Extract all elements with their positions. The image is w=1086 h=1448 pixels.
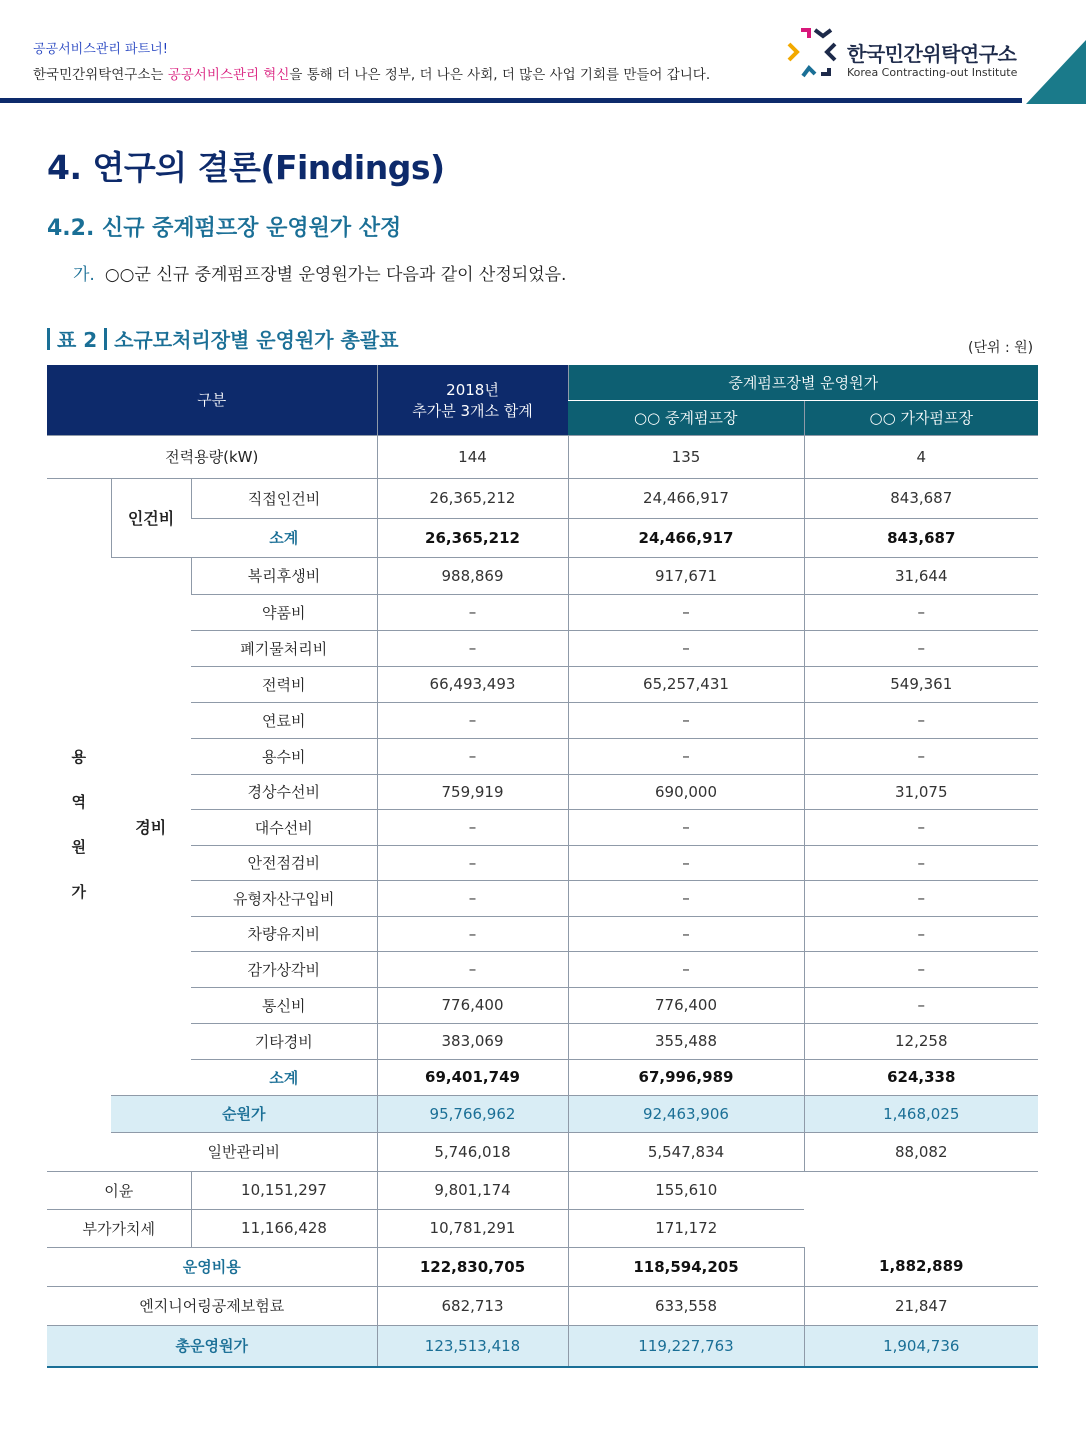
- row-label: 기타경비: [191, 1023, 377, 1059]
- table-title: 소규모처리장별 운영원가 총괄표: [114, 328, 399, 352]
- cell-value: 9,801,174: [377, 1171, 568, 1209]
- cell-value: –: [804, 594, 1038, 630]
- cell-value: 24,466,917: [568, 478, 804, 518]
- cell-value: 66,493,493: [377, 666, 568, 702]
- cell-value: –: [804, 630, 1038, 666]
- table-row: [47, 630, 1038, 666]
- cell-value: 690,000: [568, 774, 804, 809]
- table-row: [47, 557, 1038, 594]
- cell-value: –: [804, 951, 1038, 987]
- total-label: 총운영원가: [47, 1325, 377, 1367]
- header-total: [377, 365, 568, 435]
- caption-bar: [47, 328, 50, 350]
- cell-value: 776,400: [377, 987, 568, 1023]
- cell-value: 69,401,749: [377, 1059, 568, 1095]
- cell-value: –: [568, 630, 804, 666]
- cell-value: 10,151,297: [191, 1171, 377, 1209]
- power-label: 전력용량(kW): [47, 435, 377, 478]
- slogan-pre: 한국민간위탁연구소는: [33, 67, 168, 83]
- cell-value: 10,781,291: [377, 1209, 568, 1247]
- cell-value: 24,466,917: [568, 518, 804, 557]
- cell-value: –: [377, 702, 568, 738]
- table-row: [47, 594, 1038, 630]
- cell-value: 1,904,736: [804, 1325, 1038, 1367]
- institute-logo: [785, 26, 1025, 86]
- table-row: [47, 951, 1038, 987]
- cell-value: 88,082: [804, 1132, 1038, 1171]
- cell-value: –: [568, 845, 804, 880]
- cell-value: 155,610: [568, 1171, 804, 1209]
- cell-value: 988,869: [377, 557, 568, 594]
- table-row: [47, 518, 1038, 557]
- section-subtitle: 4.2. 신규 중계펌프장 운영원가 산정: [47, 216, 402, 241]
- cell-value: –: [568, 916, 804, 951]
- table-row: [47, 987, 1038, 1023]
- table-row: [47, 435, 1038, 478]
- cell-value: 1,468,025: [804, 1095, 1038, 1132]
- table-row: [47, 666, 1038, 702]
- cell-value: 135: [568, 435, 804, 478]
- logo-english: Korea Contracting-out Institute: [847, 66, 1018, 79]
- row-label: 전력비: [191, 666, 377, 702]
- subtotal-label: 소계: [191, 1059, 377, 1095]
- item-mark: 가.: [73, 265, 95, 285]
- table-number: 표 2: [56, 328, 98, 352]
- cell-value: 917,671: [568, 557, 804, 594]
- cell-value: 843,687: [804, 518, 1038, 557]
- table-row: [47, 478, 1038, 518]
- row-label: 감가상각비: [191, 951, 377, 987]
- logo-mark-icon: [785, 26, 841, 82]
- cell-value: 31,644: [804, 557, 1038, 594]
- cell-value: –: [377, 738, 568, 774]
- cell-value: –: [804, 916, 1038, 951]
- cell-value: 549,361: [804, 666, 1038, 702]
- logo-name: 한국민간위탁연구소: [847, 42, 1017, 66]
- header-gubun: 구분: [47, 365, 377, 435]
- cell-value: 11,166,428: [191, 1209, 377, 1247]
- table-row: [47, 1247, 1038, 1286]
- table-row: [47, 1209, 1038, 1247]
- table-row: [47, 1059, 1038, 1095]
- cell-value: –: [377, 880, 568, 916]
- cell-value: 12,258: [804, 1023, 1038, 1059]
- table-caption: [47, 324, 399, 353]
- header-group: 중계펌프장별 운영원가: [568, 365, 1038, 400]
- cell-value: –: [377, 630, 568, 666]
- table-row: [47, 1286, 1038, 1325]
- page-header: [0, 0, 1086, 104]
- cell-value: 5,746,018: [377, 1132, 568, 1171]
- cell-value: 383,069: [377, 1023, 568, 1059]
- row-label: 약품비: [191, 594, 377, 630]
- cell-value: –: [804, 809, 1038, 845]
- cell-value: –: [377, 594, 568, 630]
- cell-value: 65,257,431: [568, 666, 804, 702]
- partner-tagline: 공공서비스관리 파트너!: [33, 42, 168, 57]
- cell-value: 144: [377, 435, 568, 478]
- cell-value: 633,558: [568, 1286, 804, 1325]
- cell-value: 123,513,418: [377, 1325, 568, 1367]
- slogan: [33, 63, 710, 83]
- cell-value: 1,882,889: [804, 1247, 1038, 1286]
- cell-value: –: [804, 987, 1038, 1023]
- cell-value: –: [804, 845, 1038, 880]
- row-label: 유형자산구입비: [191, 880, 377, 916]
- table-row: [47, 1023, 1038, 1059]
- caption-bar: [104, 328, 107, 350]
- unit-label: (단위 : 원): [968, 340, 1034, 356]
- header-col2: ○○ 가자펌프장: [804, 400, 1038, 435]
- cell-value: 759,919: [377, 774, 568, 809]
- row-label: 복리후생비: [191, 557, 377, 594]
- row-label: 안전점검비: [191, 845, 377, 880]
- header-divider: [0, 98, 1022, 103]
- corner-triangle-icon: [1026, 40, 1086, 104]
- cell-value: –: [568, 880, 804, 916]
- cell-value: 118,594,205: [568, 1247, 804, 1286]
- cost-summary-table: [47, 365, 1038, 1368]
- row-label: 연료비: [191, 702, 377, 738]
- item-text: ○○군 신규 중계펌프장별 운영원가는 다음과 같이 산정되었음.: [104, 265, 567, 285]
- cell-value: –: [568, 738, 804, 774]
- cell-value: 95,766,962: [377, 1095, 568, 1132]
- cell-value: 843,687: [804, 478, 1038, 518]
- table-row: [47, 916, 1038, 951]
- row-label: 엔지니어링공제보험료: [47, 1286, 377, 1325]
- cell-value: 682,713: [377, 1286, 568, 1325]
- table-row: [47, 738, 1038, 774]
- cell-value: 624,338: [804, 1059, 1038, 1095]
- row-label: 부가가치세: [47, 1209, 191, 1247]
- finding-item: [73, 260, 566, 285]
- header-total-line2: 추가분 3개소 합계: [412, 401, 533, 420]
- row-label: 차량유지비: [191, 916, 377, 951]
- net-cost-label: 순원가: [111, 1095, 377, 1132]
- cell-value: –: [377, 809, 568, 845]
- cell-value: –: [377, 951, 568, 987]
- row-label: 폐기물처리비: [191, 630, 377, 666]
- row-label: 일반관리비: [111, 1132, 377, 1171]
- row-label: 용수비: [191, 738, 377, 774]
- cell-value: 21,847: [804, 1286, 1038, 1325]
- cell-value: –: [568, 951, 804, 987]
- cell-value: –: [568, 702, 804, 738]
- cell-value: 4: [804, 435, 1038, 478]
- cell-value: 67,996,989: [568, 1059, 804, 1095]
- table-row: [47, 1325, 1038, 1367]
- table-row: [47, 1171, 1038, 1209]
- cell-value: 26,365,212: [377, 518, 568, 557]
- slogan-post: 을 통해 더 나은 정부, 더 나은 사회, 더 많은 사업 기회를 만들어 갑니다.: [289, 67, 711, 83]
- row-label: 이윤: [47, 1171, 191, 1209]
- category-labor: 인건비: [111, 478, 191, 557]
- table-row: [47, 809, 1038, 845]
- slogan-highlight: 공공서비스관리 혁신: [167, 67, 290, 83]
- operating-label: 운영비용: [47, 1247, 377, 1286]
- table-row: [47, 774, 1038, 809]
- cell-value: 355,488: [568, 1023, 804, 1059]
- row-label: 통신비: [191, 987, 377, 1023]
- header-total-line1: 2018년: [446, 380, 499, 399]
- row-label: 대수선비: [191, 809, 377, 845]
- cell-value: –: [804, 880, 1038, 916]
- page-title: 4. 연구의 결론(Findings): [47, 148, 445, 187]
- cell-value: 119,227,763: [568, 1325, 804, 1367]
- category-expense: 경비: [111, 557, 191, 1095]
- row-label: 경상수선비: [191, 774, 377, 809]
- cell-value: 5,547,834: [568, 1132, 804, 1171]
- cell-value: 122,830,705: [377, 1247, 568, 1286]
- cell-value: –: [568, 809, 804, 845]
- table-row: [47, 880, 1038, 916]
- row-label: 직접인건비: [191, 478, 377, 518]
- cell-value: –: [377, 845, 568, 880]
- cell-value: –: [377, 916, 568, 951]
- table-row: [47, 1132, 1038, 1171]
- table-row: [47, 1095, 1038, 1132]
- header-col1: ○○ 중계펌프장: [568, 400, 804, 435]
- subtotal-label: 소계: [191, 518, 377, 557]
- cell-value: 31,075: [804, 774, 1038, 809]
- cell-value: –: [568, 594, 804, 630]
- table-row: [47, 702, 1038, 738]
- side-label: 용 역 원 가: [47, 478, 111, 1171]
- cell-value: 776,400: [568, 987, 804, 1023]
- cell-value: 171,172: [568, 1209, 804, 1247]
- cell-value: –: [804, 738, 1038, 774]
- cell-value: –: [804, 702, 1038, 738]
- cell-value: 92,463,906: [568, 1095, 804, 1132]
- cell-value: 26,365,212: [377, 478, 568, 518]
- table-row: [47, 845, 1038, 880]
